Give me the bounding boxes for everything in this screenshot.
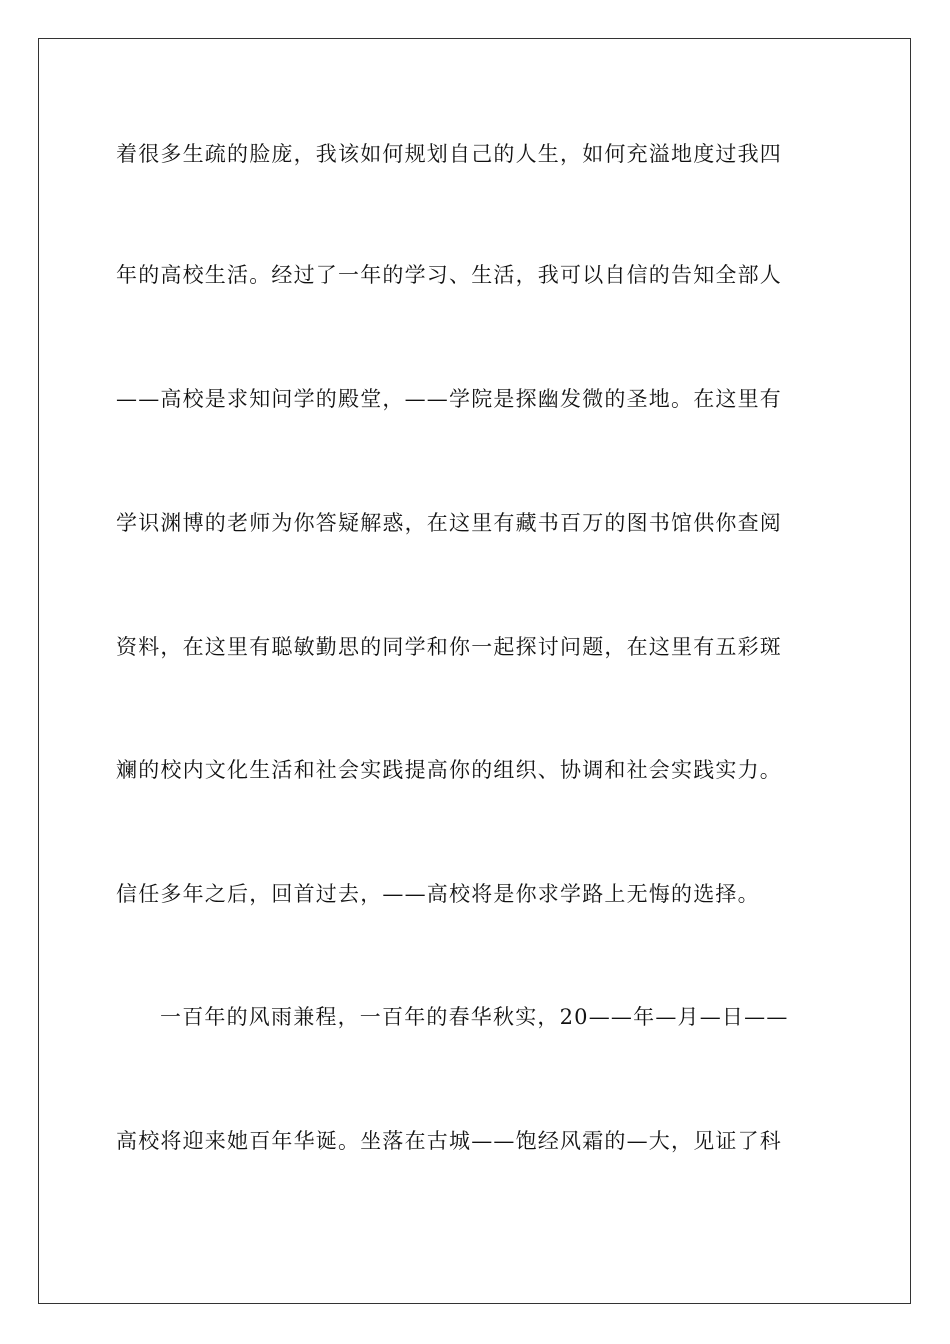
paragraph-line-5: 资料，在这里有聪敏勤思的同学和你一起探讨问题，在这里有五彩斑 [116,635,782,659]
paragraph-line-1: 着很多生疏的脸庞，我该如何规划自己的人生，如何充溢地度过我四 [116,142,782,166]
page-border [38,38,911,1304]
paragraph-line-9: 高校将迎来她百年华诞。坐落在古城——饱经风霜的—大，见证了科 [116,1129,782,1153]
paragraph-line-7: 信任多年之后，回首过去，——高校将是你求学路上无悔的选择。 [116,882,760,906]
paragraph-line-2: 年的高校生活。经过了一年的学习、生活，我可以自信的告知全部人 [116,263,782,287]
paragraph-line-6: 斓的校内文化生活和社会实践提高你的组织、协调和社会实践实力。 [116,758,782,782]
paragraph-line-8-indented: 一百年的风雨兼程，一百年的春华秋实，20——年—月—日—— [160,1005,789,1029]
paragraph-line-4: 学识渊博的老师为你答疑解惑，在这里有藏书百万的图书馆供你查阅 [116,511,782,535]
paragraph-line-3: ——高校是求知问学的殿堂，——学院是探幽发微的圣地。在这里有 [116,387,782,411]
